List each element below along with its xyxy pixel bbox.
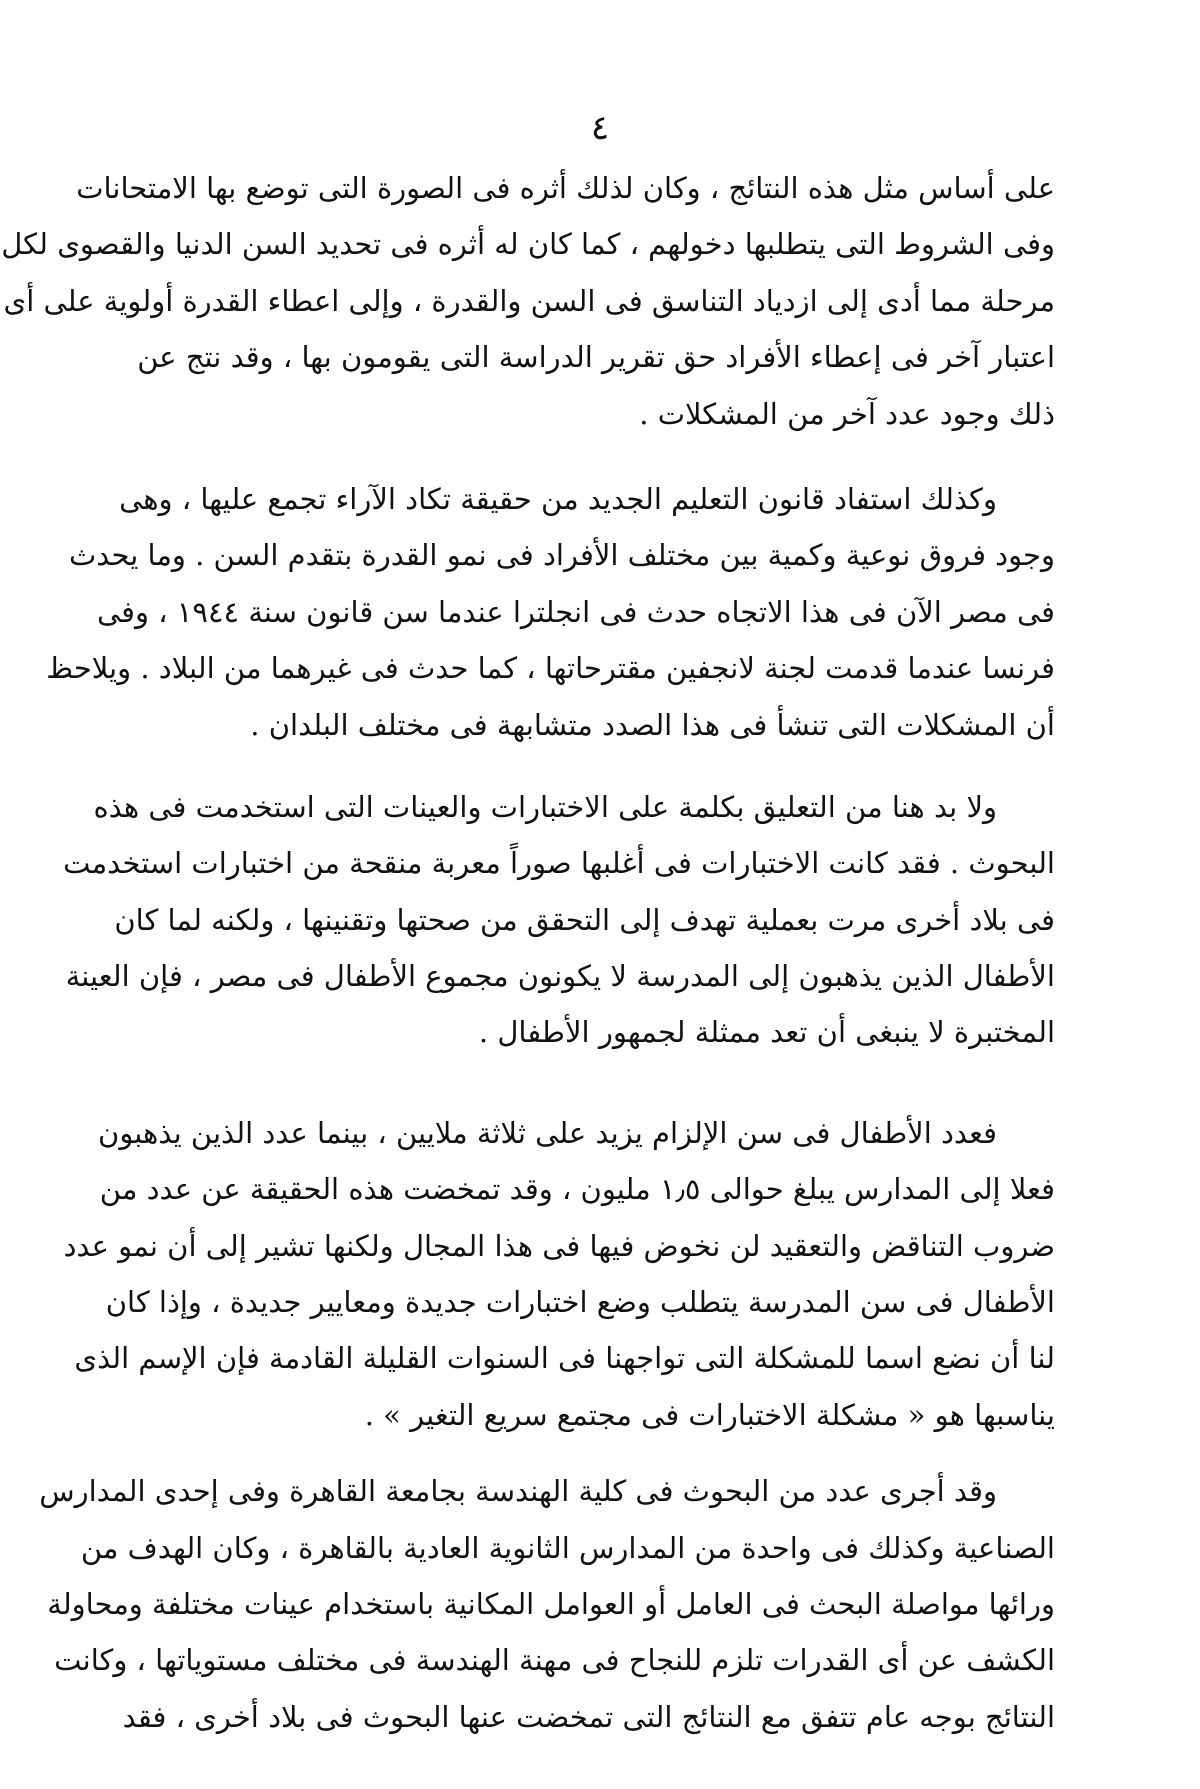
text-line: ولا بد هنا من التعليق بكلمة على الاختبارات والعينات التى استخدمت فى هذه	[93, 789, 997, 824]
text-line: البحوث . فقد كانت الاختبارات فى أغلبها صوراً معربة منقحة من اختبارات استخدمت	[63, 846, 1055, 881]
text-line: فى مصر الآن فى هذا الاتجاه حدث فى انجلترا عندما سن قانون سنة ١٩٤٤ ، وفى	[96, 594, 1055, 629]
page-number: ٤	[590, 108, 610, 148]
paragraph-2	[46, 471, 1055, 753]
text-line: مرحلة مما أدى إلى ازدياد التناسق فى السن والقدرة ، وإلى اعطاء القدرة أولوية على أى	[3, 283, 1055, 318]
text-line: الصناعية وكذلك فى واحدة من المدارس الثانوية العادية بالقاهرة ، وكان الهدف من	[80, 1530, 1055, 1565]
text-line: فى بلاد أخرى مرت بعملية تهدف إلى التحقق من صحتها وتقنينها ، ولكنه لما كان	[114, 902, 1055, 937]
text-line: ذلك وجود عدد آخر من المشكلات .	[639, 396, 1055, 431]
text-line: الأطفال الذين يذهبون إلى المدرسة لا يكونون مجموع الأطفال فى مصر ، فإن العينة	[65, 959, 1055, 994]
text-line: فعلا إلى المدارس يبلغ حوالى ١٫٥ مليون ، وقد تمخضت هذه الحقيقة عن عدد من	[99, 1172, 1055, 1207]
text-line: المختبرة لا ينبغى أن تعد ممثلة لجمهور الأطفال .	[478, 1015, 1055, 1050]
text-line: وكذلك استفاد قانون التعليم الجديد من حقيقة تكاد الآراء تجمع عليها ، وهى	[119, 481, 997, 516]
text-line: وقد أجرى عدد من البحوث فى كلية الهندسة بجامعة القاهرة وفى إحدى المدارس	[39, 1474, 997, 1509]
text-line: لنا أن نضع اسما للمشكلة التى تواجهنا فى السنوات القليلة القادمة فإن الإسم الذى	[74, 1341, 1055, 1376]
text-line: ورائها مواصلة البحث فى العامل أو العوامل المكانية باستخدام عينات مختلفة ومحاولة	[47, 1586, 1055, 1621]
paragraph-1	[1, 160, 1055, 442]
text-line: يناسبها هو « مشكلة الاختبارات فى مجتمع سريع التغير » .	[364, 1397, 1055, 1432]
paragraph-3	[63, 779, 1055, 1061]
text-line: النتائج بوجه عام تتفق مع النتائج التى تمخضت عنها البحوث فى بلاد أخرى ، فقد	[122, 1699, 1055, 1734]
text-line: أن المشكلات التى تنشأ فى هذا الصدد متشابهة فى مختلف البلدان .	[250, 707, 1055, 742]
text-line: الكشف عن أى القدرات تلزم للنجاح فى مهنة الهندسة فى مختلف مستوياتها ، وكانت	[54, 1643, 1055, 1678]
text-line: ضروب التناقض والتعقيد لن نخوض فيها فى هذا المجال ولكنها تشير إلى أن نمو عدد	[63, 1228, 1055, 1263]
paragraph-5	[39, 1463, 1055, 1745]
text-line: وجود فروق نوعية وكمية بين مختلف الأفراد فى نمو القدرة بتقدم السن . وما يحدث	[69, 538, 1055, 573]
text-line: فعدد الأطفال فى سن الإلزام يزيد على ثلاثة ملايين ، بينما عدد الذين يذهبون	[98, 1115, 997, 1150]
text-line: الأطفال فى سن المدرسة يتطلب وضع اختبارات جديدة ومعايير جديدة ، وإذا كان	[105, 1285, 1055, 1320]
text-line: على أساس مثل هذه النتائج ، وكان لذلك أثره فى الصورة التى توضع بها الامتحانات	[76, 171, 1055, 205]
body-text	[1, 160, 1055, 1745]
paragraph-4	[63, 1105, 1055, 1443]
text-line: اعتبار آخر فى إعطاء الأفراد حق تقرير الدراسة التى يقومون بها ، وقد نتج عن	[137, 340, 1055, 375]
text-line: وفى الشروط التى يتطلبها دخولهم ، كما كان له أثره فى تحديد السن الدنيا والقصوى لكل	[1, 227, 1055, 262]
text-line: فرنسا عندما قدمت لجنة لانجفين مقترحاتها ، كما حدث فى غيرهما من البلاد . ويلاحظ	[46, 651, 1055, 686]
